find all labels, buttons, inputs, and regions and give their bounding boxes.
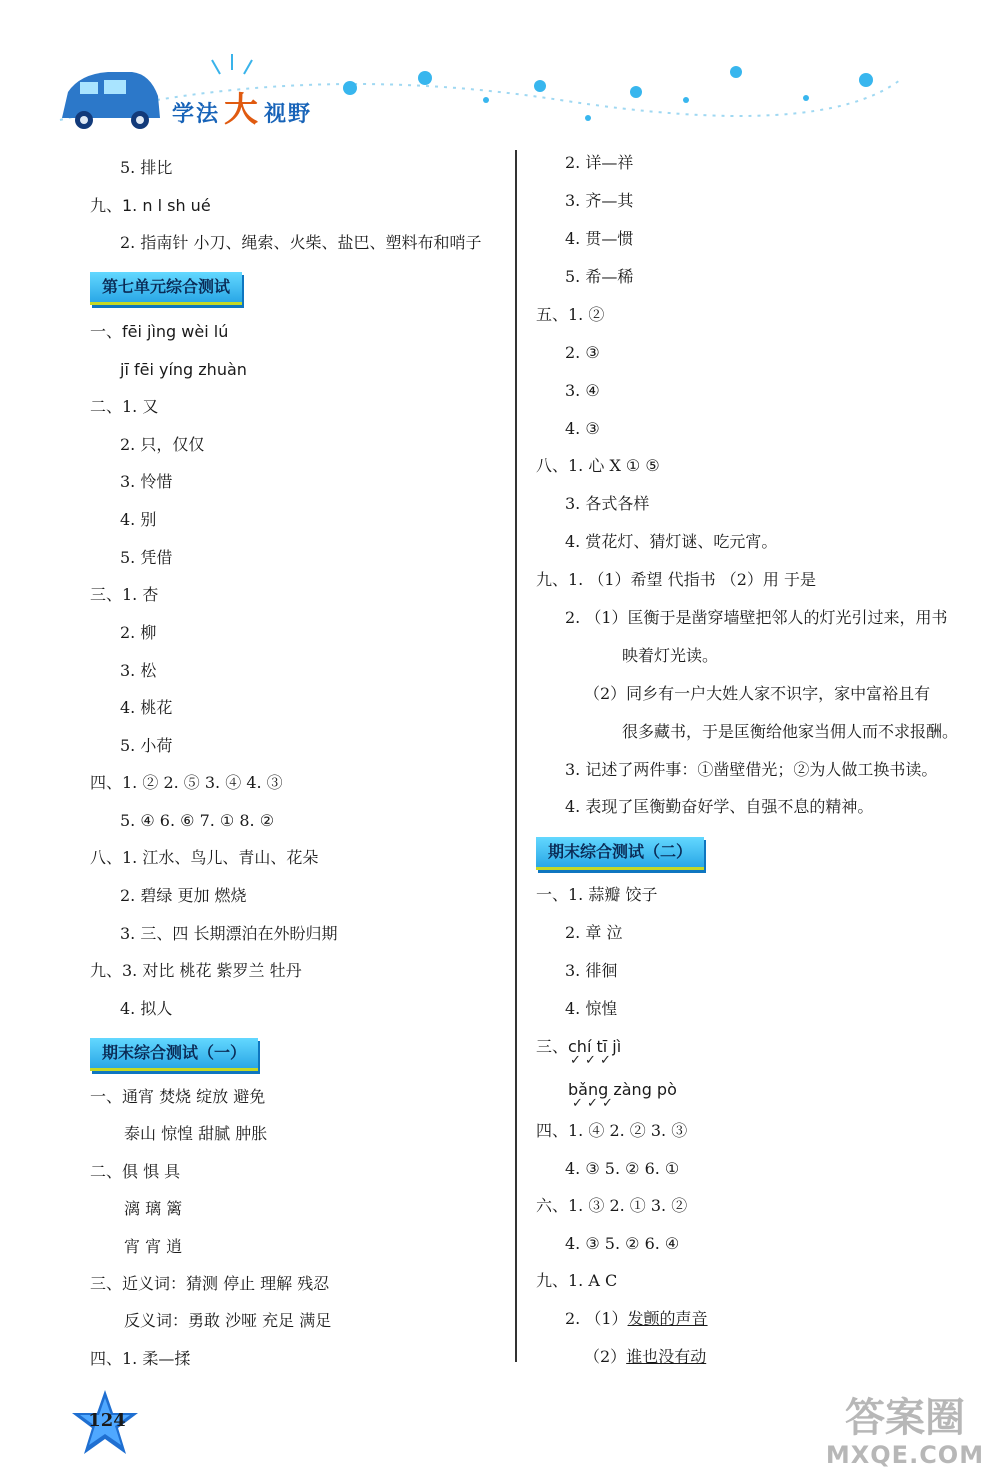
answer-line: 2. 指南针 小刀、绳索、火柴、盐巴、塑料布和哨子: [120, 233, 482, 252]
section-header-unit7: 第七单元综合测试: [90, 272, 242, 305]
answer-line: 4. 别: [120, 510, 157, 529]
answer-line: 3. 各式各样: [565, 494, 650, 513]
answer-line: 3. 记述了两件事：①凿壁借光；②为人做工换书读。: [565, 760, 938, 779]
answer-line: [584, 1347, 706, 1367]
answer-line: 六、1. ③ 2. ① 3. ②: [536, 1196, 688, 1215]
answer-line: 很多藏书，于是匡衡给他家当佣人而不求报酬。: [622, 722, 959, 741]
answer-line: 3. 怜惜: [120, 472, 173, 491]
answer-line: 4. 桃花: [120, 698, 173, 717]
answer-line: 三、近义词：猜测 停止 理解 残忍: [90, 1274, 330, 1293]
answer-line: 3. 徘徊: [565, 961, 618, 980]
answer-line: 五、1. ②: [536, 305, 605, 324]
answer-line: 4. ③: [565, 419, 600, 438]
answer-line: 二、1. 又: [90, 397, 159, 416]
underlined-answer: 发颤的声音: [627, 1309, 708, 1328]
answer-line: 5. 小荷: [120, 736, 173, 755]
section-header-final-test-2: 期末综合测试（二）: [536, 837, 704, 870]
section-header-final-test-1: 期末综合测试（一）: [90, 1038, 258, 1071]
answer-line: 4. 表现了匡衡勤奋好学、自强不息的精神。: [565, 797, 874, 816]
answer-line: 一、通宵 焚烧 绽放 避免: [90, 1087, 266, 1106]
answer-line: 4. 拟人: [120, 999, 173, 1018]
sun-burst-icon: [212, 54, 252, 74]
answer-line: 九、1. n l sh ué: [90, 196, 211, 215]
answer-line: 一、1. 蒜瓣 饺子: [536, 885, 658, 904]
answer-line: 九、1. （1）希望 代指书 （2）用 于是: [536, 570, 816, 589]
answer-line: 3. 齐—其: [565, 191, 634, 210]
answer-line: 漓 璃 篱: [124, 1199, 183, 1218]
answer-line: 四、1. ④ 2. ② 3. ③: [536, 1121, 688, 1140]
answer-line: 4. 赏花灯、猜灯谜、吃元宵。: [565, 532, 778, 551]
answer-line: 泰山 惊惶 甜腻 肿胀: [124, 1124, 268, 1143]
watermark: [820, 1395, 990, 1469]
watermark-en: MXQE.COM: [825, 1441, 985, 1469]
answer-line: 一、fēi jìng wèi lú: [90, 322, 229, 341]
page-number: 124: [88, 1410, 126, 1431]
answer-line: 2. 详—祥: [565, 153, 634, 172]
answer-line: 3. 松: [120, 661, 157, 680]
answer-line: 八、1. 心 X ① ⑤: [536, 456, 660, 475]
answer-line: 4. ③ 5. ② 6. ①: [565, 1159, 680, 1178]
column-divider: [515, 150, 517, 1362]
answer-line: 四、1. ② 2. ⑤ 3. ④ 4. ③: [90, 773, 283, 792]
answer-line: 2. 柳: [120, 623, 157, 642]
brand-logo-text: 学法 大 视野: [172, 90, 313, 130]
answer-line: 4. 贯—惯: [565, 229, 634, 248]
answer-line: 反义词：勇敢 沙哑 充足 满足: [124, 1311, 332, 1330]
answer-line: 宵 宵 逍: [124, 1237, 183, 1256]
watermark-cn: 答案圈: [845, 1395, 965, 1441]
answer-line: 2. ③: [565, 343, 600, 362]
answer-line: [565, 1309, 708, 1329]
answer-line: 5. 希—稀: [565, 267, 634, 286]
check-marks: ✓ ✓ ✓: [570, 1053, 611, 1068]
answer-line: 3. 三、四 长期漂泊在外盼归期: [120, 924, 338, 943]
answer-line: 三、1. 杏: [90, 585, 159, 604]
car-icon: [62, 72, 160, 129]
answer-line: 4. 惊惶: [565, 999, 618, 1018]
answer-line: 九、3. 对比 桃花 紫罗兰 牡丹: [90, 961, 302, 980]
answer-line: 九、1. A C: [536, 1271, 618, 1290]
answer-line: 2. 只，仅仅: [120, 435, 205, 454]
answer-line: 2. （1）匡衡于是凿穿墙壁把邻人的灯光引过来，用书: [565, 608, 948, 627]
answer-line: 3. ④: [565, 381, 600, 400]
answer-line: 4. ③ 5. ② 6. ④: [565, 1234, 680, 1253]
answer-line: 四、1. 柔—揉: [90, 1349, 191, 1368]
answer-line: 八、1. 江水、鸟儿、青山、花朵: [90, 848, 319, 867]
answer-line: 5. 排比: [120, 158, 173, 177]
answer-prefix: （2）: [584, 1347, 627, 1366]
answer-line: 2. 碧绿 更加 燃烧: [120, 886, 247, 905]
underlined-answer: 谁也没有动: [626, 1347, 707, 1366]
answer-line: jī fēi yíng zhuàn: [120, 360, 247, 379]
answer-line: bǎng zàng pò: [568, 1080, 677, 1099]
check-marks: ✓ ✓ ✓: [572, 1096, 613, 1111]
header-decoration: [0, 0, 1000, 140]
answer-prefix: 2. （1）: [565, 1309, 628, 1328]
answer-line: 2. 章 泣: [565, 923, 623, 942]
answer-line: 5. ④ 6. ⑥ 7. ① 8. ②: [120, 811, 275, 830]
answer-line: 映着灯光读。: [622, 646, 719, 665]
answer-line: （2）同乡有一户大姓人家不识字，家中富裕且有: [584, 684, 931, 703]
answer-line: 5. 凭借: [120, 548, 173, 567]
answer-line: 二、俱 惧 具: [90, 1162, 181, 1181]
page-header: [0, 0, 1000, 140]
answer-line: 三、chí tī jì: [536, 1037, 622, 1056]
